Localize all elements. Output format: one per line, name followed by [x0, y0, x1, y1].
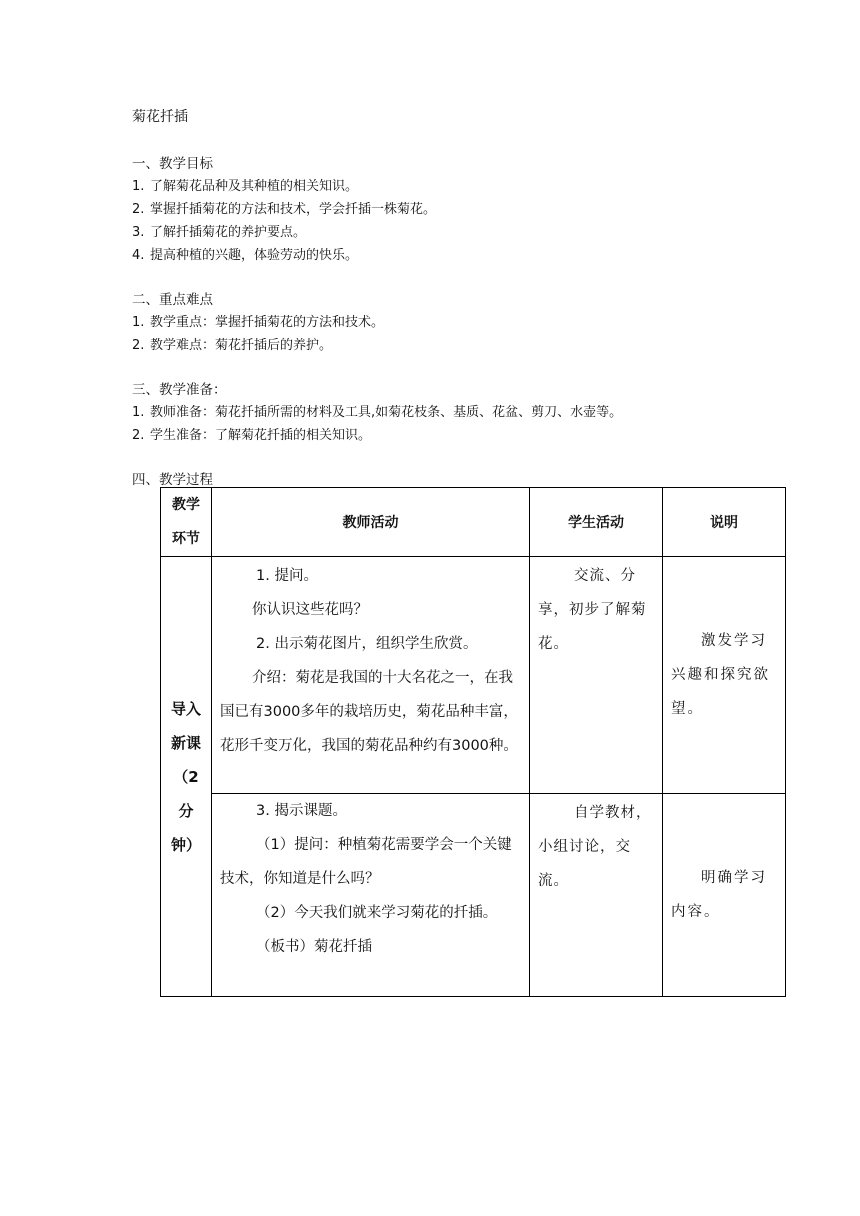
key-point-num: 2.	[132, 338, 145, 353]
stage-cell	[161, 557, 212, 997]
header-stage	[161, 488, 212, 557]
teacher-line: 3. 揭示课题。	[256, 803, 347, 819]
student-activity-cell	[530, 557, 663, 794]
goal-item-4	[132, 244, 358, 263]
goal-item-3	[132, 221, 306, 240]
key-point-item-1	[132, 311, 384, 330]
header-teacher-activity: 教师活动	[212, 488, 530, 557]
note-cell	[663, 557, 786, 794]
teacher-line: 2. 出示菊花图片，组织学生欣赏。	[256, 636, 478, 652]
teacher-line: 你认识这些花吗？	[252, 602, 368, 618]
goal-text: 了解菊花品种及其种植的相关知识。	[150, 179, 359, 194]
teacher-line: 1. 提问。	[256, 568, 318, 584]
teacher-activity-cell	[212, 557, 530, 794]
goal-num: 1.	[132, 179, 145, 194]
note-text: 明确学习内容。	[671, 870, 767, 920]
goal-text: 提高种植的兴趣，体验劳动的快乐。	[150, 248, 359, 263]
preparation-text: 学生准备：了解菊花扦插的相关知识。	[150, 428, 372, 443]
teacher-line: （板书）菊花扦插	[256, 939, 372, 955]
teacher-line: （2）今天我们就来学习菊花的扦插。	[256, 905, 498, 921]
lesson-process-table	[160, 487, 786, 997]
student-activity-text: 交流、分享，初步了解菊花。	[538, 568, 647, 652]
goal-text: 了解扦插菊花的养护要点。	[150, 225, 307, 240]
student-activity-text: 自学教材，小组讨论，交流。	[538, 805, 652, 889]
section-heading-preparation: 三、教学准备：	[132, 382, 227, 398]
teacher-activity-cell	[212, 794, 530, 997]
table-row	[161, 557, 786, 794]
section-heading-goals: 一、教学目标	[132, 156, 213, 172]
section-heading-key-points: 二、重点难点	[132, 292, 213, 308]
goal-text: 掌握扦插菊花的方法和技术，学会扦插一株菊花。	[150, 202, 437, 217]
goal-item-1	[132, 175, 358, 194]
header-note: 说明	[663, 488, 786, 557]
stage-line5: 钟）	[170, 835, 201, 854]
header-stage-line2: 环节	[172, 531, 200, 547]
preparation-item-1	[132, 401, 622, 420]
goal-num: 2.	[132, 202, 145, 217]
header-student-activity: 学生活动	[530, 488, 663, 557]
goal-item-2	[132, 198, 436, 217]
document-title: 菊花扦插	[132, 109, 188, 125]
preparation-num: 2.	[132, 428, 145, 443]
stage-line1: 导入	[170, 699, 201, 718]
key-point-text: 教学难点：菊花扦插后的养护。	[150, 338, 333, 353]
stage-line2: 新课	[170, 733, 201, 752]
stage-line4: 分	[178, 801, 194, 820]
goal-num: 3.	[132, 225, 145, 240]
goal-num: 4.	[132, 248, 145, 263]
key-point-text: 教学重点：掌握扦插菊花的方法和技术。	[150, 315, 385, 330]
note-text: 激发学习兴趣和探究欲望。	[671, 633, 770, 717]
table-row	[161, 794, 786, 997]
stage-line3: （2	[173, 767, 199, 786]
student-activity-cell	[530, 794, 663, 997]
key-point-item-2	[132, 334, 332, 353]
preparation-item-2	[132, 424, 371, 443]
teacher-line: （1）提问：种植菊花需要学会一个关键技术，你知道是什么吗？	[220, 837, 512, 887]
preparation-num: 1.	[132, 405, 145, 420]
teacher-line: 介绍：菊花是我国的十大名花之一，在我国已有3000多年的栽培历史，菊花品种丰富，花形千变万化，我国的菊花品种约有3000种。	[220, 670, 518, 754]
preparation-text: 教师准备：菊花扦插所需的材料及工具,如菊花枝条、基质、花盆、剪刀、水壶等。	[150, 405, 623, 420]
header-stage-line1: 教学	[172, 497, 200, 513]
key-point-num: 1.	[132, 315, 145, 330]
table-header-row	[161, 488, 786, 557]
section-heading-process: 四、教学过程	[132, 472, 213, 488]
note-cell	[663, 794, 786, 997]
